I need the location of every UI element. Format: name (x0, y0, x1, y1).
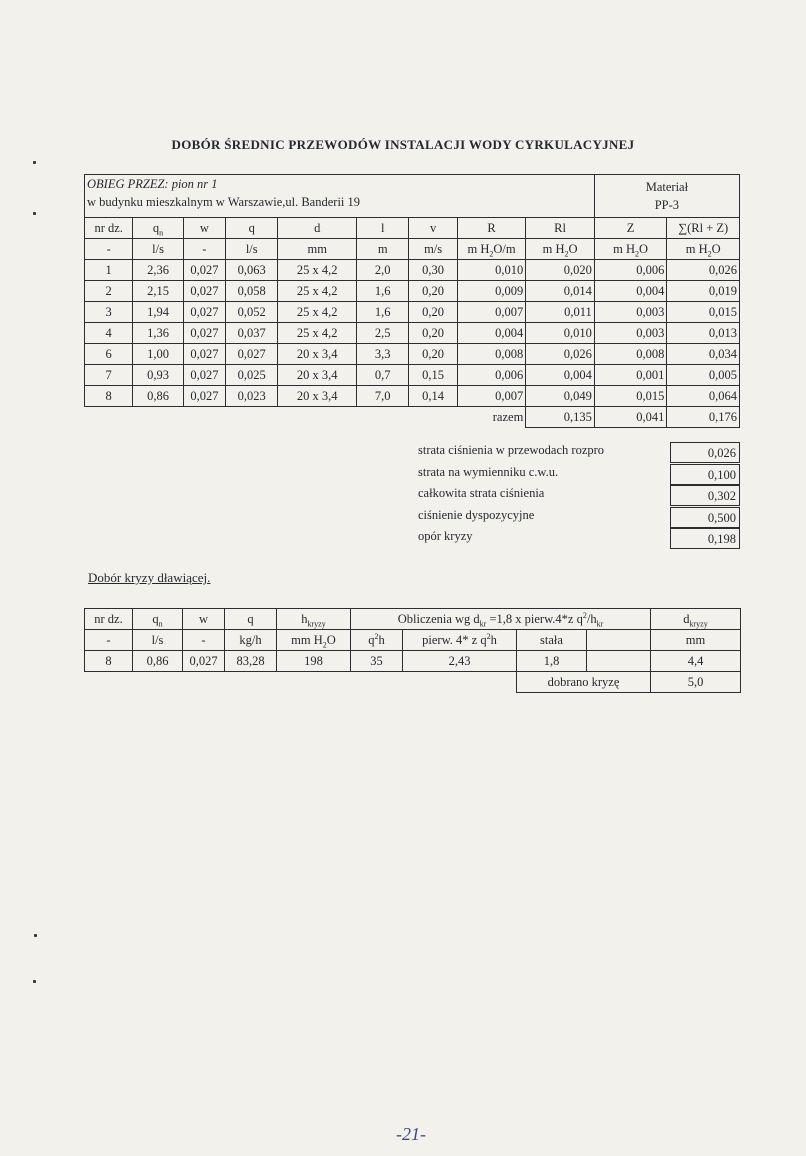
table-cell: 0,049 (526, 386, 595, 407)
col-header: $q_n$ (133, 218, 183, 239)
table-cell: 0,010 (526, 323, 595, 344)
table-row (85, 386, 740, 407)
table-cell: 2,5 (357, 323, 409, 344)
table-cell: 0,20 (409, 302, 457, 323)
unit-cell: mm (278, 239, 357, 260)
kryza-col-header: w (183, 609, 225, 630)
kryza-col-header: nr dz. (85, 609, 133, 630)
kryza-unit (587, 630, 651, 651)
table-cell: 0,037 (226, 323, 278, 344)
unit-cell: m/s (409, 239, 457, 260)
table-cell: 6 (85, 344, 133, 365)
kryza-col-header: $d_{kryzy}$ (651, 609, 741, 630)
table-cell: 0,064 (667, 386, 740, 407)
table-cell: 7,0 (357, 386, 409, 407)
table-cell: 1,36 (133, 323, 183, 344)
material-value: PP-3 (654, 198, 680, 212)
scan-speck (33, 161, 36, 164)
kryza-unit: mm $H_2O$ (277, 630, 351, 651)
kryza-unit: stała (517, 630, 587, 651)
table-cell: 0,20 (409, 344, 457, 365)
table-cell: 0,063 (226, 260, 278, 281)
col-header: v (409, 218, 457, 239)
table-cell: 0,004 (457, 323, 526, 344)
table-cell: 7 (85, 365, 133, 386)
unit-cell: l/s (226, 239, 278, 260)
table-cell: 0,005 (667, 365, 740, 386)
col-header: Z (594, 218, 667, 239)
table-cell: 0,15 (409, 365, 457, 386)
col-header: ∑(Rl + Z) (667, 218, 740, 239)
col-header: R (457, 218, 526, 239)
table-cell: 25 x 4,2 (278, 260, 357, 281)
table-cell: 0,004 (594, 281, 667, 302)
table-cell: 0,011 (526, 302, 595, 323)
table-cell: 0,010 (457, 260, 526, 281)
table-cell: 20 x 3,4 (278, 386, 357, 407)
table-cell: 0,027 (183, 281, 225, 302)
column-header-row (85, 218, 740, 239)
unit-cell: l/s (133, 239, 183, 260)
kryza-unit: l/s (133, 630, 183, 651)
table-cell: 0,009 (457, 281, 526, 302)
table-cell: 0,93 (133, 365, 183, 386)
summary-value: 0,500 (670, 507, 740, 528)
summary-label: strata na wymienniku c.w.u. (418, 464, 559, 479)
table-cell: 25 x 4,2 (278, 323, 357, 344)
table-cell: 0,025 (226, 365, 278, 386)
table-cell: 1 (85, 260, 133, 281)
col-header: nr dz. (85, 218, 133, 239)
kryza-col-header: $q_n$ (133, 609, 183, 630)
unit-cell: - (183, 239, 225, 260)
dobrano-value: 5,0 (651, 672, 741, 693)
kryza-col-header: $h_{kryzy}$ (277, 609, 351, 630)
material-cell (594, 175, 739, 218)
col-header: Rl (526, 218, 595, 239)
table-cell: 25 x 4,2 (278, 302, 357, 323)
kryza-unit: kg/h (225, 630, 277, 651)
table-cell: 0,020 (526, 260, 595, 281)
kryza-header-row (85, 609, 741, 630)
kryza-units-row (85, 630, 741, 651)
page-number: -21- (396, 1124, 426, 1144)
table-cell: 0,004 (526, 365, 595, 386)
table-cell: 1,6 (357, 302, 409, 323)
summary-label: ciśnienie dyspozycyjne (418, 507, 535, 522)
scan-speck (33, 212, 36, 215)
table-cell: 0,027 (183, 302, 225, 323)
table-cell: 20 x 3,4 (278, 344, 357, 365)
table-row (85, 365, 740, 386)
unit-cell: - (85, 239, 133, 260)
unit-cell: m $H_2O/m$ (457, 239, 526, 260)
kryza-cell: 4,4 (651, 651, 741, 672)
table-cell: 0,027 (226, 344, 278, 365)
kryza-unit: mm (651, 630, 741, 651)
table-cell: 0,034 (667, 344, 740, 365)
table-cell: 0,015 (594, 386, 667, 407)
table-cell: 25 x 4,2 (278, 281, 357, 302)
dobrano-label: dobrano kryzę (517, 672, 651, 693)
table-cell: 0,7 (357, 365, 409, 386)
unit-cell: m $H_2O$ (526, 239, 595, 260)
table-cell: 0,006 (594, 260, 667, 281)
table-row (85, 260, 740, 281)
table-cell: 0,20 (409, 323, 457, 344)
table-cell: 0,001 (594, 365, 667, 386)
unit-cell: m $H_2O$ (667, 239, 740, 260)
table-row (85, 323, 740, 344)
table-cell: 0,007 (457, 302, 526, 323)
table-cell: 0,058 (226, 281, 278, 302)
kryza-cell (587, 651, 651, 672)
kryza-unit: pierw. 4* z $q^2h$ (403, 630, 517, 651)
table-cell: 3,3 (357, 344, 409, 365)
col-header: q (226, 218, 278, 239)
table-cell: 1,6 (357, 281, 409, 302)
table-cell: 0,015 (667, 302, 740, 323)
kryza-cell: 1,8 (517, 651, 587, 672)
dobrano-row (85, 672, 741, 693)
table-cell: 0,023 (226, 386, 278, 407)
table-cell: 1,94 (133, 302, 183, 323)
table-cell: 2,15 (133, 281, 183, 302)
table-cell: 0,003 (594, 323, 667, 344)
kryza-cell: 8 (85, 651, 133, 672)
razem-z: 0,041 (594, 407, 667, 428)
table-cell: 2,0 (357, 260, 409, 281)
col-header: w (183, 218, 225, 239)
kryza-section-title: Dobór kryzy dławiącej. (88, 570, 211, 585)
table-cell: 0,019 (667, 281, 740, 302)
table-row (85, 302, 740, 323)
obieg-cell (85, 175, 595, 218)
scan-speck (33, 980, 36, 983)
kryza-cell: 198 (277, 651, 351, 672)
table-row (85, 344, 740, 365)
table-cell: 2,36 (133, 260, 183, 281)
units-row (85, 239, 740, 260)
kryza-cell: 2,43 (403, 651, 517, 672)
table-cell: 0,026 (667, 260, 740, 281)
summary-label: opór kryzy (418, 529, 473, 543)
unit-cell: m $H_2O$ (594, 239, 667, 260)
table-cell: 0,006 (457, 365, 526, 386)
table-cell: 0,007 (457, 386, 526, 407)
table-cell: 0,052 (226, 302, 278, 323)
table-cell: 0,013 (667, 323, 740, 344)
kryza-data-row (85, 651, 741, 672)
obieg-label: OBIEG PRZEZ: pion nr 1 (87, 177, 218, 191)
table-cell: 0,14 (409, 386, 457, 407)
material-label: Materiał (645, 180, 689, 194)
kryza-unit: - (183, 630, 225, 651)
table-cell: 0,014 (526, 281, 595, 302)
kryza-unit: - (85, 630, 133, 651)
razem-sum: 0,176 (667, 407, 740, 428)
unit-cell: m (357, 239, 409, 260)
table-cell: 20 x 3,4 (278, 365, 357, 386)
table-cell: 0,008 (457, 344, 526, 365)
razem-rl: 0,135 (526, 407, 595, 428)
summary-value: 0,026 (670, 442, 740, 463)
summary-value: 0,198 (670, 528, 740, 549)
location-label: w budynku mieszkalnym w Warszawie,ul. Banderii 19 (87, 195, 361, 209)
page-title: DOBÓR ŚREDNIC PRZEWODÓW INSTALACJI WODY CYRKULACYJNEJ (171, 137, 635, 152)
pipe-sizing-table (84, 174, 740, 428)
razem-row (85, 407, 740, 428)
table-cell: 0,026 (526, 344, 595, 365)
table-cell: 2 (85, 281, 133, 302)
table-cell: 0,027 (183, 323, 225, 344)
table-cell: 1,00 (133, 344, 183, 365)
scan-speck (34, 934, 37, 937)
table-cell: 8 (85, 386, 133, 407)
kryza-cell: 83,28 (225, 651, 277, 672)
razem-label: razem (492, 409, 524, 424)
col-header: l (357, 218, 409, 239)
summary-label: strata ciśnienia w przewodach rozpro (418, 443, 605, 457)
orifice-table (84, 608, 741, 693)
summary-value: 0,302 (670, 485, 740, 506)
summary-value: 0,100 (670, 464, 740, 485)
table-cell: 0,30 (409, 260, 457, 281)
table-cell: 0,003 (594, 302, 667, 323)
kryza-cell: 0,86 (133, 651, 183, 672)
kryza-unit: $q^2h$ (351, 630, 403, 651)
table-cell: 0,027 (183, 260, 225, 281)
col-header: d (278, 218, 357, 239)
kryza-formula-header: Obliczenia wg $d_{kr} =1,8$ x pierw.4*z $q^2/h_{kr}$ (351, 609, 651, 630)
table-cell: 0,86 (133, 386, 183, 407)
summary-label: całkowita strata ciśnienia (418, 486, 545, 500)
table-row (85, 281, 740, 302)
kryza-cell: 0,027 (183, 651, 225, 672)
kryza-col-header: q (225, 609, 277, 630)
table-cell: 0,027 (183, 344, 225, 365)
table-cell: 0,027 (183, 386, 225, 407)
kryza-cell: 35 (351, 651, 403, 672)
table-cell: 0,20 (409, 281, 457, 302)
table-cell: 0,027 (183, 365, 225, 386)
table-cell: 3 (85, 302, 133, 323)
table-cell: 0,008 (594, 344, 667, 365)
table-cell: 4 (85, 323, 133, 344)
